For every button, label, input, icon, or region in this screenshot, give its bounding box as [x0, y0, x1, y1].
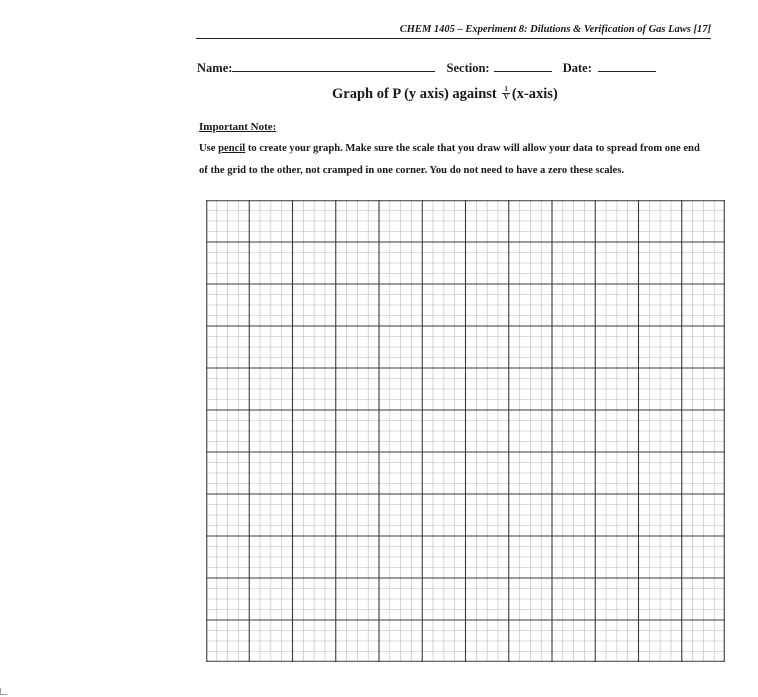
date-field[interactable] [598, 61, 656, 72]
header-text: CHEM 1405 – Experiment 8: Dilutions & Verification of Gas Laws [17] [399, 24, 711, 35]
page-header [196, 24, 711, 39]
graph-title [332, 86, 558, 103]
name-field[interactable] [232, 61, 435, 72]
graph-paper-svg[interactable] [206, 200, 725, 662]
graph-title-prefix: Graph of P (y axis) against [332, 86, 497, 102]
note-text-2: to create your graph. Make sure the scale that you draw will allow your data to spread from one end of the grid to the other, not cramped in one corner. You do not need to have a zero these scales. [199, 143, 700, 176]
graph-paper-grid[interactable] [206, 200, 725, 667]
pencil-emphasis: pencil [218, 143, 246, 154]
student-info-row [197, 61, 717, 76]
note-heading: Important Note: [199, 121, 277, 133]
note-body [199, 138, 709, 181]
note-text-1: Use [199, 143, 219, 154]
date-label: Date: [562, 61, 592, 75]
graph-title-suffix: (x-axis) [511, 86, 558, 102]
page-corner-mark [0, 688, 7, 695]
name-label: Name: [197, 61, 233, 75]
section-field[interactable] [494, 61, 552, 72]
fraction-denominator: V [503, 93, 509, 102]
inverse-volume-fraction [502, 86, 510, 101]
fraction-numerator: 1 [504, 85, 508, 94]
section-label: Section: [446, 61, 490, 75]
